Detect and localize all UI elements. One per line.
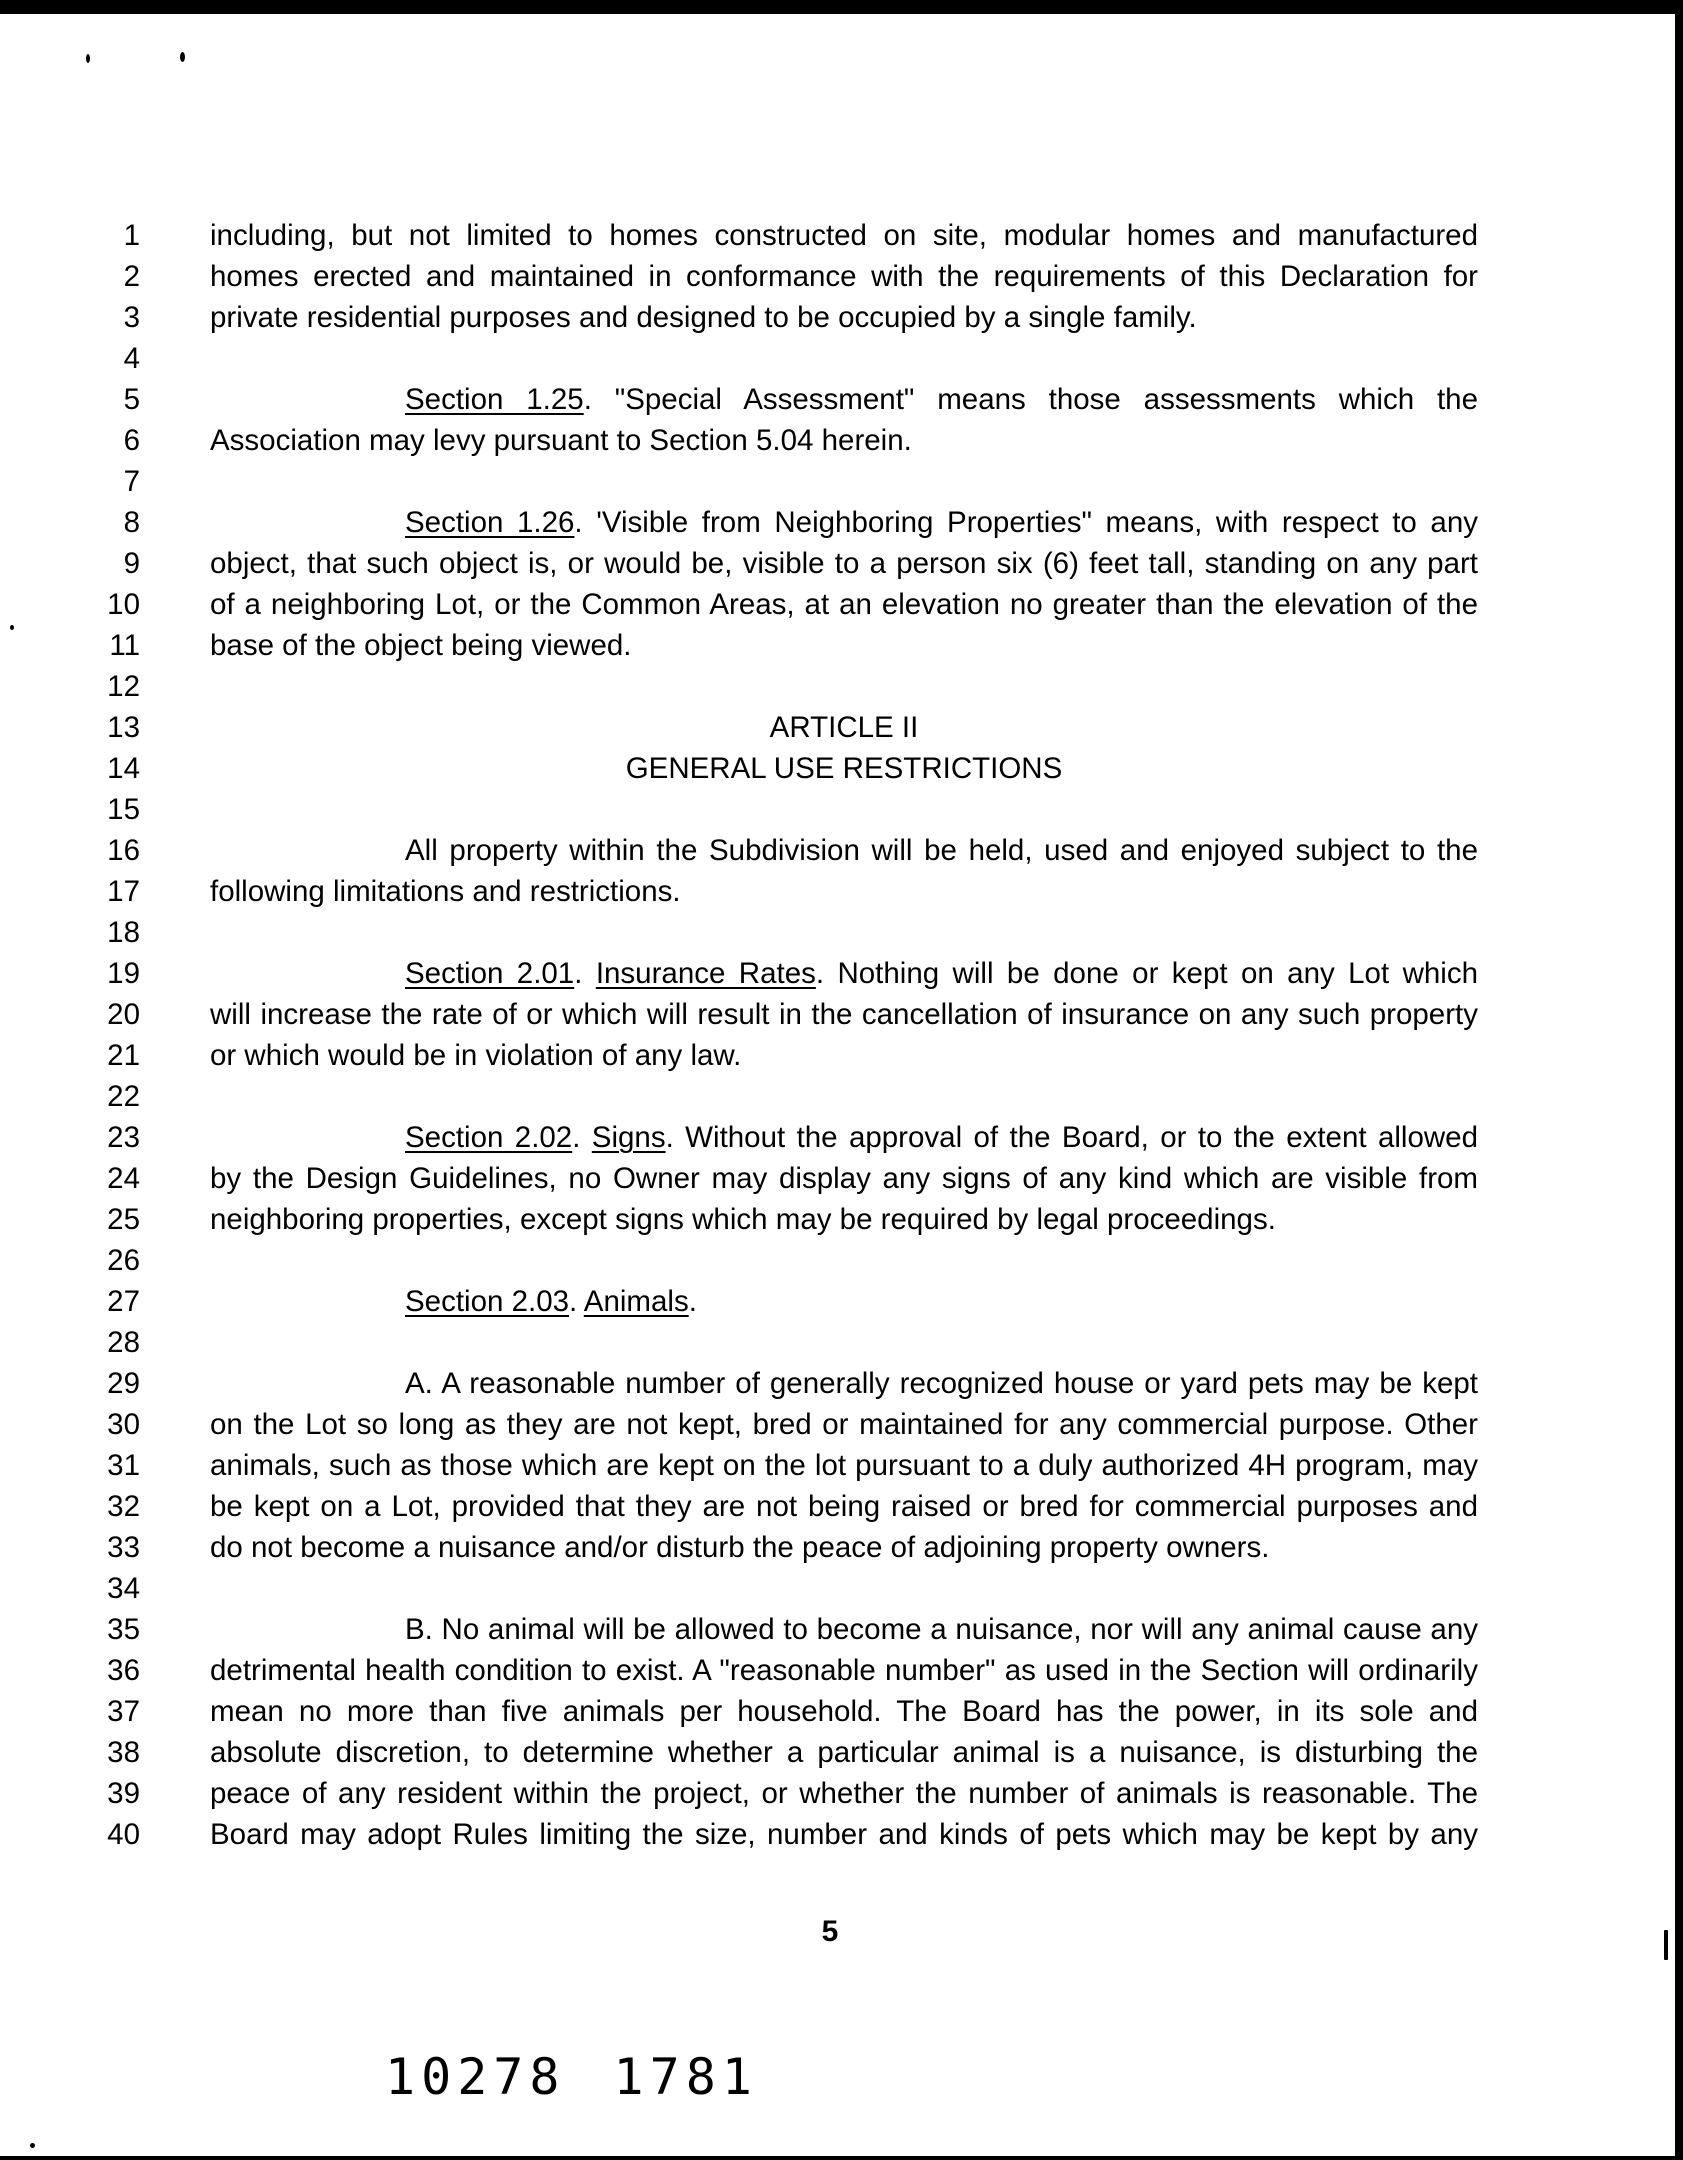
line-number: 6 (123, 424, 140, 457)
line-28 (0, 1322, 1683, 1363)
line-1 (0, 215, 1683, 256)
line-16 (0, 830, 1683, 871)
page-number: 5 (821, 1915, 839, 1948)
line-number: 15 (107, 793, 140, 826)
line-13 (0, 707, 1683, 748)
line-text-rest: . (688, 1285, 697, 1318)
line-34 (0, 1568, 1683, 1609)
line-26 (0, 1240, 1683, 1281)
section-reference: Section 2.01 (405, 957, 575, 990)
scan-speck (1664, 1930, 1668, 1960)
line-4 (0, 338, 1683, 379)
line-text: be kept on a Lot, provided that they are not being raised or bred for commercial purposes and (210, 1490, 1478, 1523)
line-text (405, 1281, 1478, 1322)
line-number: 7 (123, 465, 140, 498)
section-reference: Section 1.25 (405, 383, 584, 416)
separator: . (569, 1285, 584, 1318)
line-20 (0, 994, 1683, 1035)
line-2 (0, 256, 1683, 297)
line-number: 24 (107, 1162, 140, 1195)
line-number: 21 (107, 1039, 140, 1072)
line-11 (0, 625, 1683, 666)
line-8 (0, 502, 1683, 543)
line-text: of a neighboring Lot, or the Common Areas, at an elevation no greater than the elevation of the (210, 588, 1478, 621)
recording-page-number: 1781 (613, 2048, 758, 2106)
line-text: absolute discretion, to determine whether a particular animal is a nuisance, is disturbing the (210, 1736, 1478, 1769)
line-5 (0, 379, 1683, 420)
line-text: mean no more than five animals per household. The Board has the power, in its sole and (210, 1695, 1478, 1728)
line-number: 28 (107, 1326, 140, 1359)
line-40 (0, 1814, 1683, 1855)
line-31 (0, 1445, 1683, 1486)
line-19 (0, 953, 1683, 994)
line-number: 18 (107, 916, 140, 949)
line-35 (0, 1609, 1683, 1650)
article-title: GENERAL USE RESTRICTIONS (625, 752, 1063, 785)
line-text: on the Lot so long as they are not kept, bred or maintained for any commercial purpose. Other (210, 1408, 1478, 1441)
line-33 (0, 1527, 1683, 1568)
line-number: 10 (107, 588, 140, 621)
line-number: 11 (109, 629, 140, 662)
line-text: Board may adopt Rules limiting the size, number and kinds of pets which may be kept by any (210, 1818, 1478, 1851)
line-3 (0, 297, 1683, 338)
line-9 (0, 543, 1683, 584)
line-23 (0, 1117, 1683, 1158)
line-text: or which would be in violation of any law. (210, 1039, 742, 1072)
line-text: A. A reasonable number of generally recognized house or yard pets may be kept (405, 1367, 1478, 1400)
line-37 (0, 1691, 1683, 1732)
line-24 (0, 1158, 1683, 1199)
line-14 (0, 748, 1683, 789)
line-number: 27 (107, 1285, 140, 1318)
line-text: detrimental health condition to exist. A "reasonable number" as used in the Section will ordinarily (210, 1654, 1478, 1687)
line-27 (0, 1281, 1683, 1322)
line-text-rest: . "Special Assessment" means those assessments which the (583, 383, 1478, 416)
line-number: 16 (107, 834, 140, 867)
line-text: base of the object being viewed. (210, 629, 632, 662)
line-text: do not become a nuisance and/or disturb the peace of adjoining property owners. (210, 1531, 1270, 1564)
line-number: 37 (107, 1695, 140, 1728)
line-text: object, that such object is, or would be, visible to a person six (6) feet tall, standing on any part (210, 547, 1478, 580)
line-38 (0, 1732, 1683, 1773)
line-number: 2 (123, 260, 140, 293)
line-number: 39 (107, 1777, 140, 1810)
line-number: 31 (107, 1449, 140, 1482)
line-number: 12 (107, 670, 140, 703)
line-text: B. No animal will be allowed to become a nuisance, nor will any animal cause any (405, 1613, 1478, 1646)
line-29 (0, 1363, 1683, 1404)
section-heading: Signs (591, 1121, 666, 1154)
line-number: 23 (107, 1121, 140, 1154)
line-number: 4 (123, 342, 140, 375)
line-number: 29 (107, 1367, 140, 1400)
line-number: 40 (107, 1818, 140, 1851)
line-number: 36 (107, 1654, 140, 1687)
line-text (405, 379, 1478, 420)
scan-speck (180, 52, 185, 62)
line-number: 34 (107, 1572, 140, 1605)
line-text-rest: . Without the approval of the Board, or to the extent allowed (665, 1121, 1478, 1154)
line-text: animals, such as those which are kept on the lot pursuant to a duly authorized 4H program, may (210, 1449, 1478, 1482)
line-text: including, but not limited to homes constructed on site, modular homes and manufactured (210, 219, 1478, 252)
line-22 (0, 1076, 1683, 1117)
line-number: 33 (107, 1531, 140, 1564)
line-text (405, 953, 1478, 994)
line-number: 32 (107, 1490, 140, 1523)
line-15 (0, 789, 1683, 830)
line-number: 14 (107, 752, 140, 785)
line-text: private residential purposes and designed to be occupied by a single family. (210, 301, 1197, 334)
recording-book-number: 10278 (385, 2048, 566, 2106)
line-21 (0, 1035, 1683, 1076)
line-number: 19 (107, 957, 140, 990)
line-39 (0, 1773, 1683, 1814)
line-text (405, 1117, 1478, 1158)
line-number: 38 (107, 1736, 140, 1769)
separator: . (572, 1121, 592, 1154)
line-number: 26 (107, 1244, 140, 1277)
line-32 (0, 1486, 1683, 1527)
line-text: neighboring properties, except signs which may be required by legal proceedings. (210, 1203, 1276, 1236)
line-30 (0, 1404, 1683, 1445)
separator: . (574, 957, 596, 990)
line-10 (0, 584, 1683, 625)
line-6 (0, 420, 1683, 461)
line-17 (0, 871, 1683, 912)
section-heading: Animals (583, 1285, 689, 1318)
line-text-rest: . Nothing will be done or kept on any Lot which (815, 957, 1478, 990)
article-number: ARTICLE II (769, 711, 919, 744)
line-number: 3 (123, 301, 140, 334)
line-25 (0, 1199, 1683, 1240)
line-number: 1 (123, 219, 140, 252)
line-number: 13 (107, 711, 140, 744)
line-text: All property within the Subdivision will be held, used and enjoyed subject to the (405, 834, 1478, 867)
line-text: Association may levy pursuant to Section 5.04 herein. (210, 424, 912, 457)
scan-speck (30, 2143, 35, 2148)
line-text: peace of any resident within the project, or whether the number of animals is reasonable. The (210, 1777, 1478, 1810)
line-text: following limitations and restrictions. (210, 875, 681, 908)
line-text: will increase the rate of or which will result in the cancellation of insurance on any such property (210, 998, 1478, 1031)
recording-stamp (385, 2048, 806, 2106)
line-number: 30 (107, 1408, 140, 1441)
line-number: 25 (107, 1203, 140, 1236)
line-18 (0, 912, 1683, 953)
line-12 (0, 666, 1683, 707)
line-number: 20 (107, 998, 140, 1031)
line-number: 35 (107, 1613, 140, 1646)
section-reference: Section 2.03 (405, 1285, 570, 1318)
line-text: homes erected and maintained in conformance with the requirements of this Declaration for (210, 260, 1478, 293)
line-number: 8 (123, 506, 140, 539)
line-number: 17 (107, 875, 140, 908)
line-number: 5 (123, 383, 140, 416)
line-text: by the Design Guidelines, no Owner may display any signs of any kind which are visible from (210, 1162, 1478, 1195)
line-36 (0, 1650, 1683, 1691)
line-text (405, 502, 1478, 543)
section-reference: Section 2.02 (405, 1121, 573, 1154)
scan-speck (86, 54, 90, 63)
section-heading: Insurance Rates (595, 957, 816, 990)
line-number: 9 (123, 547, 140, 580)
line-number: 22 (107, 1080, 140, 1113)
line-7 (0, 461, 1683, 502)
section-reference: Section 1.26 (405, 506, 575, 539)
line-text-rest: . 'Visible from Neighboring Properties" means, with respect to any (574, 506, 1478, 539)
